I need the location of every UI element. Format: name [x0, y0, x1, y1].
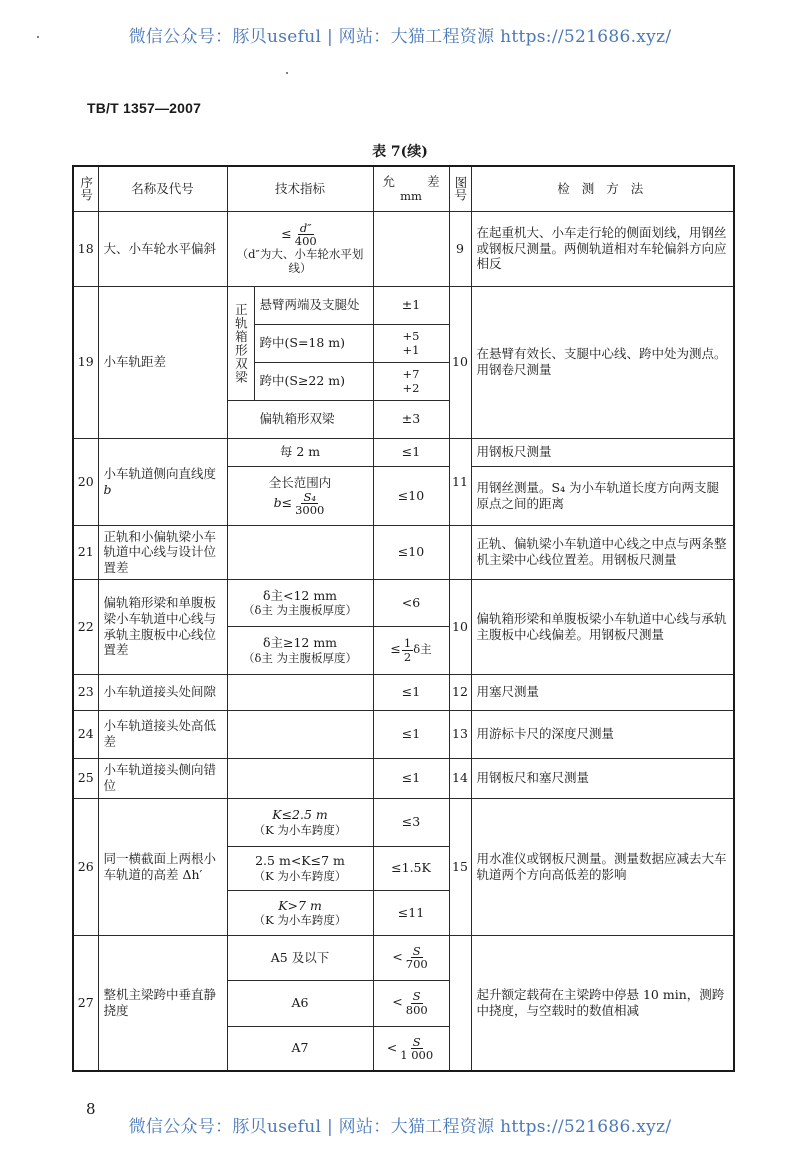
row-tolerance: <6 — [373, 579, 449, 626]
row-spec — [227, 525, 373, 579]
row-method: 用游标卡尺的深度尺测量 — [471, 710, 734, 758]
watermark-footer: 微信公众号：豚贝useful | 网站：大猫工程资源 https://521686.xyz/ — [128, 1117, 672, 1137]
row-method: 用钢板尺测量 — [471, 438, 734, 466]
table-row — [73, 935, 734, 980]
row-tolerance: ≤10 — [373, 466, 449, 525]
row-name: 小车轨道接头侧向错位 — [98, 758, 227, 798]
row-fig: 12 — [449, 674, 471, 710]
header-fig: 图号 — [449, 166, 471, 211]
row-name: 正轨和小偏轨梁小车轨道中心线与设计位置差 — [98, 525, 227, 579]
row-tolerance: ±1 — [373, 286, 449, 324]
row-seq: 21 — [73, 525, 98, 579]
scan-speck — [286, 72, 288, 74]
row-method: 偏轨箱形梁和单腹板梁小车轨道中心线与承轨主腹板中心线偏差。用钢板尺测量 — [471, 579, 734, 674]
row-seq: 24 — [73, 710, 98, 758]
row-fig: 13 — [449, 710, 471, 758]
row-spec: K>7 m （K 为小车跨度） — [227, 890, 373, 935]
row-method: 正轨、偏轨梁小车轨道中心线之中点与两条整机主梁中心线位置差。用钢板尺测量 — [471, 525, 734, 579]
row-spec: 每 2 m — [227, 438, 373, 466]
table-row — [73, 286, 734, 324]
row-spec — [227, 674, 373, 710]
row-spec: 2.5 m<K≤7 m （K 为小车跨度） — [227, 846, 373, 890]
table-title: 表 7(续) — [372, 144, 428, 160]
row-method: 用钢丝测量。S₄ 为小车轨道长度方向两支腿原点之间的距离 — [471, 466, 734, 525]
row-tolerance: < $\frac{S}{1 000}$ — [373, 1026, 449, 1071]
row-spec — [227, 758, 373, 798]
row-seq: 22 — [73, 579, 98, 674]
row-tolerance: ≤11 — [373, 890, 449, 935]
row-tolerance: +5 +1 — [373, 324, 449, 362]
document-code: TB/T 1357—2007 — [87, 100, 202, 116]
row-fig: 14 — [449, 758, 471, 798]
row-name: 大、小车轮水平偏斜 — [98, 211, 227, 286]
row-spec: A7 — [227, 1026, 373, 1071]
row-method: 用钢板尺和塞尺测量 — [471, 758, 734, 798]
row-seq: 19 — [73, 286, 98, 438]
table-header-row — [73, 166, 734, 211]
header-tolerance: 允 差 mm — [373, 166, 449, 211]
row-method: 在悬臂有效长、支腿中心线、跨中处为测点。用钢卷尺测量 — [471, 286, 734, 438]
row-fig: 15 — [449, 798, 471, 935]
table-row — [73, 579, 734, 626]
row-tolerance: ≤1 — [373, 710, 449, 758]
row-spec: K≤2.5 m （K 为小车跨度） — [227, 798, 373, 846]
table-row — [73, 674, 734, 710]
header-name: 名称及代号 — [98, 166, 227, 211]
header-method: 检 测 方 法 — [471, 166, 734, 211]
row-name: 整机主梁跨中垂直静挠度 — [98, 935, 227, 1071]
watermark-header: 微信公众号：豚贝useful | 网站：大猫工程资源 https://521686.xyz/ — [128, 27, 672, 47]
spec-table — [72, 165, 735, 1072]
row-fig: 9 — [449, 211, 471, 286]
row-tolerance: < $\frac{S}{800}$ — [373, 980, 449, 1026]
row-seq: 20 — [73, 438, 98, 525]
row-name: 小车轨道接头处间隙 — [98, 674, 227, 710]
row-method: 用塞尺测量 — [471, 674, 734, 710]
row-tolerance: ≤1.5K — [373, 846, 449, 890]
row-method: 在起重机大、小车走行轮的侧面划线，用钢丝或钢板尺测量。两侧轨道相对车轮偏斜方向应相反 — [471, 211, 734, 286]
row-spec: A6 — [227, 980, 373, 1026]
row-tolerance: ≤1 — [373, 758, 449, 798]
row-fig — [449, 935, 471, 1071]
row-name: 同一横截面上两根小车轨道的高差 Δh′ — [98, 798, 227, 935]
row-seq: 26 — [73, 798, 98, 935]
row-tolerance: ≤10 — [373, 525, 449, 579]
row-name: 小车轨道接头处高低差 — [98, 710, 227, 758]
row-group-label: 正轨箱形双梁 — [227, 286, 254, 400]
row-name: 小车轨道侧向直线度 b — [98, 438, 227, 525]
row-seq: 25 — [73, 758, 98, 798]
row-name: 小车轨距差 — [98, 286, 227, 438]
row-fig: 11 — [449, 438, 471, 525]
table-row — [73, 710, 734, 758]
row-seq: 18 — [73, 211, 98, 286]
row-tolerance: ≤1 — [373, 438, 449, 466]
row-tolerance: ≤3 — [373, 798, 449, 846]
row-tolerance: +7 +2 — [373, 362, 449, 400]
row-method: 起升额定载荷在主梁跨中停悬 10 min，测跨中挠度，与空载时的数值相减 — [471, 935, 734, 1071]
row-fig: 10 — [449, 286, 471, 438]
table-row — [73, 211, 734, 286]
row-seq: 23 — [73, 674, 98, 710]
header-spec: 技术指标 — [227, 166, 373, 211]
row-spec: A5 及以下 — [227, 935, 373, 980]
row-seq: 27 — [73, 935, 98, 1071]
row-tolerance: ≤ $\frac{1}{2}$ δ主 — [373, 626, 449, 674]
row-spec: δ主≥12 mm （δ主 为主腹板厚度） — [227, 626, 373, 674]
table-row — [73, 758, 734, 798]
page-number: 8 — [86, 1100, 96, 1118]
row-name: 偏轨箱形梁和单腹板梁小车轨道中心线与承轨主腹板中心线位置差 — [98, 579, 227, 674]
row-spec: ≤ $\frac{d''}{400}$ （d″为大、小车轮水平划线） — [227, 211, 373, 286]
row-tolerance: ≤1 — [373, 674, 449, 710]
row-spec: 跨中(S=18 m) — [254, 324, 373, 362]
row-tolerance: < $\frac{S}{700}$ — [373, 935, 449, 980]
table-row — [73, 798, 734, 846]
scan-speck — [37, 36, 39, 38]
row-spec: 跨中(S≥22 m) — [254, 362, 373, 400]
row-spec: 偏轨箱形双梁 — [227, 400, 373, 438]
row-spec: 悬臂两端及支腿处 — [254, 286, 373, 324]
row-spec: δ主<12 mm （δ主 为主腹板厚度） — [227, 579, 373, 626]
row-tolerance — [373, 211, 449, 286]
table-row — [73, 438, 734, 466]
row-fig: 10 — [449, 579, 471, 674]
row-method: 用水准仪或钢板尺测量。测量数据应减去大车轨道两个方向高低差的影响 — [471, 798, 734, 935]
row-tolerance: ±3 — [373, 400, 449, 438]
table-row — [73, 525, 734, 579]
header-seq: 序号 — [73, 166, 98, 211]
row-spec — [227, 710, 373, 758]
row-fig — [449, 525, 471, 579]
row-spec: 全长范围内 b≤ $\frac{\text{S₄}}{3000}$ — [227, 466, 373, 525]
